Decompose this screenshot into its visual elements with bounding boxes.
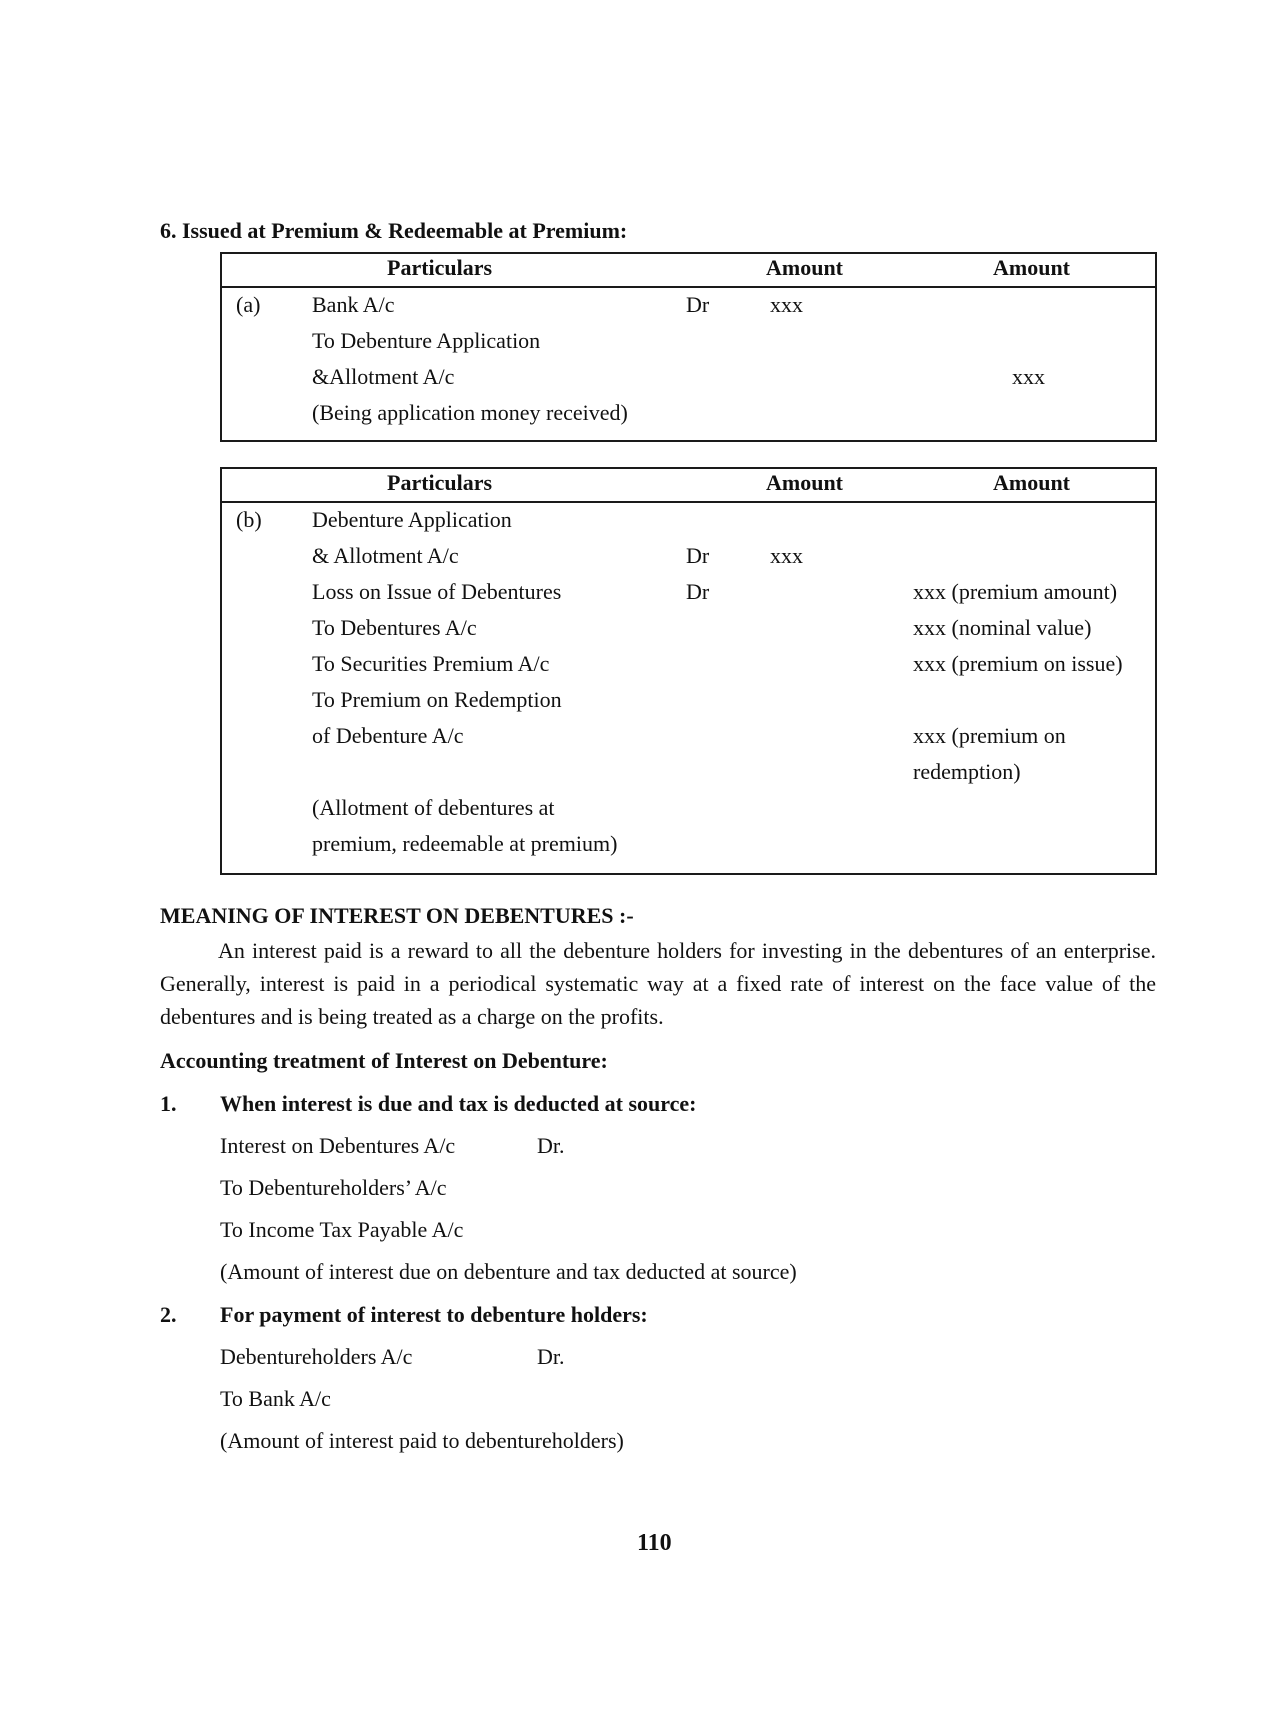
entry-label: (a) bbox=[236, 292, 261, 317]
dr-marker: Dr. bbox=[537, 1133, 565, 1158]
item-number: 2. bbox=[160, 1302, 177, 1327]
section-heading: 6. Issued at Premium & Redeemable at Premium: bbox=[160, 218, 628, 243]
particulars-cell: & Allotment A/c bbox=[312, 543, 459, 568]
dr-cell: Dr bbox=[686, 579, 710, 604]
particulars-cell: &Allotment A/c bbox=[312, 364, 455, 389]
particulars-cell: To Premium on Redemption bbox=[312, 687, 562, 712]
debit-amount-cell: xxx bbox=[770, 543, 803, 568]
credit-amount-cell: redemption) bbox=[913, 759, 1021, 784]
particulars-cell: To Debentures A/c bbox=[312, 615, 477, 640]
debit-amount-cell: xxx bbox=[770, 292, 803, 317]
particulars-cell: To Securities Premium A/c bbox=[312, 651, 550, 676]
particulars-cell: of Debenture A/c bbox=[312, 723, 464, 748]
entry-line: Debentureholders A/c bbox=[220, 1344, 413, 1369]
page-number: 110 bbox=[637, 1530, 672, 1556]
particulars-cell: To Debenture Application bbox=[312, 328, 541, 353]
particulars-cell: premium, redeemable at premium) bbox=[312, 831, 618, 856]
entry-line: To Bank A/c bbox=[220, 1386, 331, 1411]
dr-cell: Dr bbox=[686, 543, 710, 568]
interest-heading: MEANING OF INTEREST ON DEBENTURES :- bbox=[160, 903, 634, 928]
credit-amount-cell: xxx (premium on issue) bbox=[913, 651, 1123, 676]
credit-amount-cell: xxx bbox=[1012, 364, 1045, 389]
entry-line: To Debentureholders’ A/c bbox=[220, 1175, 447, 1200]
dr-cell: Dr bbox=[686, 292, 710, 317]
header-amount: Amount bbox=[993, 470, 1071, 495]
entry-narration: (Amount of interest due on debenture and tax deducted at source) bbox=[220, 1259, 797, 1284]
dr-marker: Dr. bbox=[537, 1344, 565, 1369]
item-title: When interest is due and tax is deducted at source: bbox=[220, 1091, 697, 1116]
item-title: For payment of interest to debenture holders: bbox=[220, 1302, 648, 1327]
credit-amount-cell: xxx (premium amount) bbox=[913, 579, 1118, 604]
particulars-cell: Debenture Application bbox=[312, 507, 512, 532]
credit-amount-cell: xxx (premium on bbox=[913, 723, 1066, 748]
particulars-cell: Loss on Issue of Debentures bbox=[312, 579, 562, 604]
header-amount: Amount bbox=[766, 470, 844, 495]
entry-line: To Income Tax Payable A/c bbox=[220, 1217, 464, 1242]
journal-table-a bbox=[220, 252, 1157, 442]
particulars-cell: (Being application money received) bbox=[312, 400, 628, 425]
entry-label: (b) bbox=[236, 507, 262, 532]
accounting-subheading: Accounting treatment of Interest on Debenture: bbox=[160, 1048, 608, 1073]
interest-paragraph-text: An interest paid is a reward to all the debenture holders for investing in the debentures of an enterprise. Generally, interest is paid in a periodical systematic way at a fixed rate of interest on the face value of the debentures and is being treated as a charge on the profits. bbox=[160, 938, 1156, 1029]
particulars-cell: (Allotment of debentures at bbox=[312, 795, 555, 820]
journal-table-b bbox=[220, 467, 1157, 875]
particulars-cell: Bank A/c bbox=[312, 292, 395, 317]
header-amount: Amount bbox=[766, 255, 844, 280]
header-amount: Amount bbox=[993, 255, 1071, 280]
credit-amount-cell: xxx (nominal value) bbox=[913, 615, 1092, 640]
entry-line: Interest on Debentures A/c bbox=[220, 1133, 456, 1158]
header-particulars: Particulars bbox=[387, 255, 493, 280]
header-particulars: Particulars bbox=[387, 470, 493, 495]
item-number: 1. bbox=[160, 1091, 177, 1116]
entry-narration: (Amount of interest paid to debentureholders) bbox=[220, 1428, 624, 1453]
interest-paragraph bbox=[160, 934, 1156, 1033]
